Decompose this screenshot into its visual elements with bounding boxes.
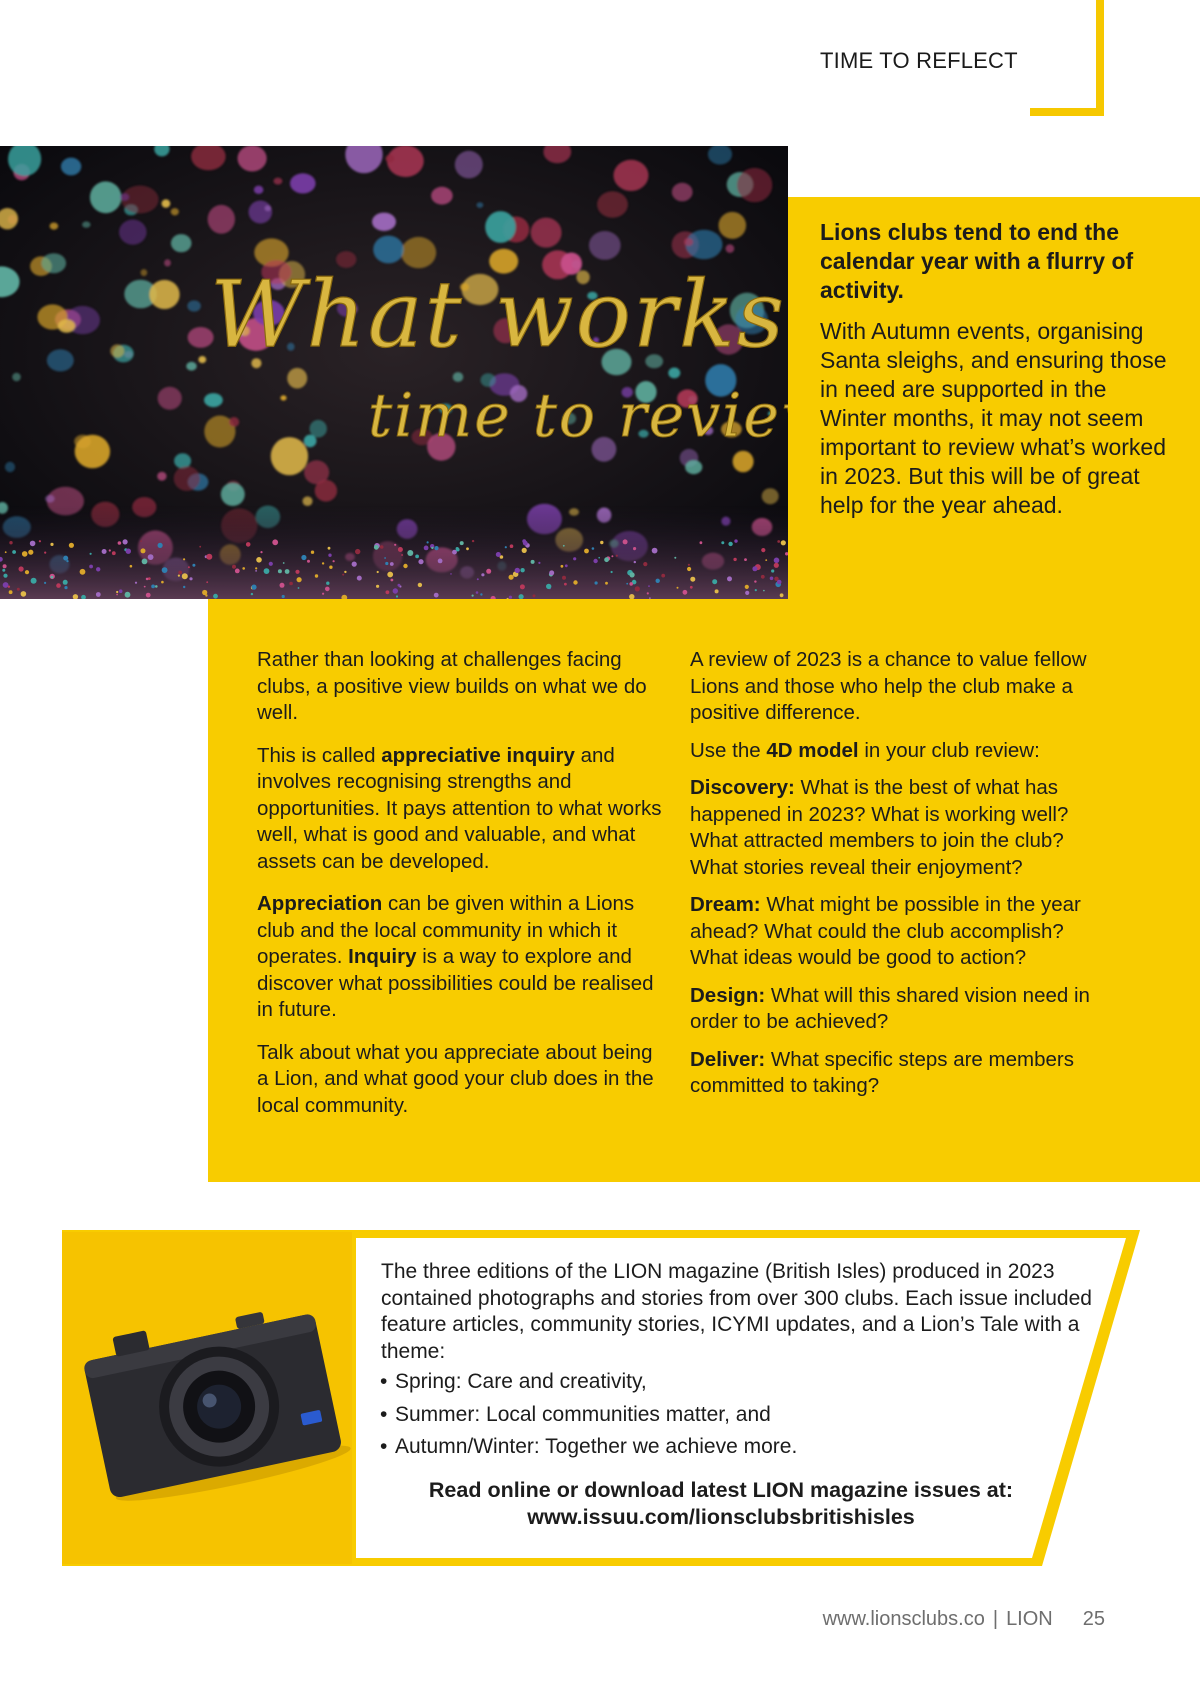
text-span: in your club review: — [858, 738, 1040, 762]
cta-line: Read online or download latest LION magazine issues at: — [428, 1478, 1014, 1502]
left-column — [257, 647, 669, 1135]
step-design — [690, 983, 1110, 1036]
right-paragraph-1: A review of 2023 is a chance to value fellow Lions and those who help the club make a positive difference. — [690, 648, 1087, 724]
camera-icon — [62, 1232, 352, 1564]
hero-title-overlay — [0, 146, 788, 599]
step-text: What is the best of what has happened in 2023? What is working well? What attracted members to join the club? What stories reveal their enjoyment? — [690, 776, 1069, 879]
text-span: and involves recognising strengths and opportunities. It pays attention to what works well, what is good and valuable, and what assets can be developed. — [257, 743, 662, 873]
left-paragraph-1: Rather than looking at challenges facing clubs, a positive view builds on what we do well. — [257, 648, 647, 724]
left-paragraph-2 — [257, 743, 669, 876]
bold-term: 4D model — [766, 738, 859, 762]
step-term: Design: — [690, 983, 766, 1007]
left-paragraph-4: Talk about what you appreciate about being a Lion, and what good your club does in the local community. — [257, 1040, 654, 1117]
footer-brand: LION — [1006, 1608, 1053, 1630]
magazine-intro: The three editions of the LION magazine (British Isles) produced in 2023 contained photographs and stories from over 300 clubs. Each issue included feature articles, community stories, ICYMI updates, and a Lion’s Tale with a theme: — [381, 1260, 1092, 1363]
footer-website[interactable]: www.lionsclubs.co — [822, 1608, 985, 1630]
step-dream — [690, 892, 1110, 972]
magazine-cta — [381, 1477, 1061, 1531]
list-item: • Summer: Local communities matter, and — [381, 1402, 1101, 1429]
bold-term: appreciative inquiry — [381, 743, 575, 767]
intro-block — [820, 218, 1170, 520]
step-deliver — [690, 1047, 1110, 1100]
camera-photo — [62, 1232, 352, 1564]
step-text: What will this shared vision need in order to be achieved? — [690, 983, 1090, 1033]
footer-separator: | — [992, 1608, 999, 1630]
issuu-link[interactable]: www.issuu.com/lionsclubsbritishisles — [527, 1505, 915, 1529]
corner-accent-horizontal — [1030, 108, 1104, 116]
bold-term: Appreciation — [257, 892, 383, 915]
hero-subtitle: time to review — [368, 381, 788, 451]
text-span: is a way to explore and discover what possibilities could be realised in future. — [257, 945, 654, 1021]
step-term: Deliver: — [690, 1047, 766, 1071]
step-text: What might be possible in the year ahead? What could the club accomplish? What ideas would be good to action? — [690, 893, 1081, 969]
text-span: This is called — [257, 743, 382, 767]
step-term: Dream: — [690, 893, 761, 916]
step-term: Discovery: — [690, 776, 795, 799]
section-label: TIME TO REFLECT — [820, 48, 1018, 73]
theme-list — [381, 1369, 1101, 1461]
intro-body: With Autumn events, organising Santa sleighs, and ensuring those in need are supported in the Winter months, it may not seem important to review what’s worked in 2023. But this will be of great help for the year ahead. — [820, 318, 1167, 518]
right-column — [690, 647, 1110, 1111]
page-number: 25 — [1082, 1608, 1105, 1630]
hero-title: What works — [210, 261, 786, 368]
corner-accent-vertical — [1096, 0, 1104, 116]
model-intro — [690, 738, 1110, 765]
bold-term: Inquiry — [348, 945, 417, 968]
left-paragraph-3 — [257, 891, 669, 1024]
text-span: can be given within a Lions club and the local community in which it operates. — [257, 892, 635, 968]
list-item: • Autumn/Winter: Together we achieve more. — [381, 1434, 1101, 1461]
magazine-box-text — [381, 1259, 1101, 1467]
intro-lead: Lions clubs tend to end the calendar year with a flurry of activity. — [820, 219, 1134, 303]
page-footer — [700, 1608, 1105, 1631]
step-text: What specific steps are members committed to taking? — [690, 1047, 1074, 1097]
list-item: • Spring: Care and creativity, — [381, 1369, 1101, 1396]
step-discovery — [690, 775, 1110, 881]
text-span: Use the — [690, 738, 767, 762]
